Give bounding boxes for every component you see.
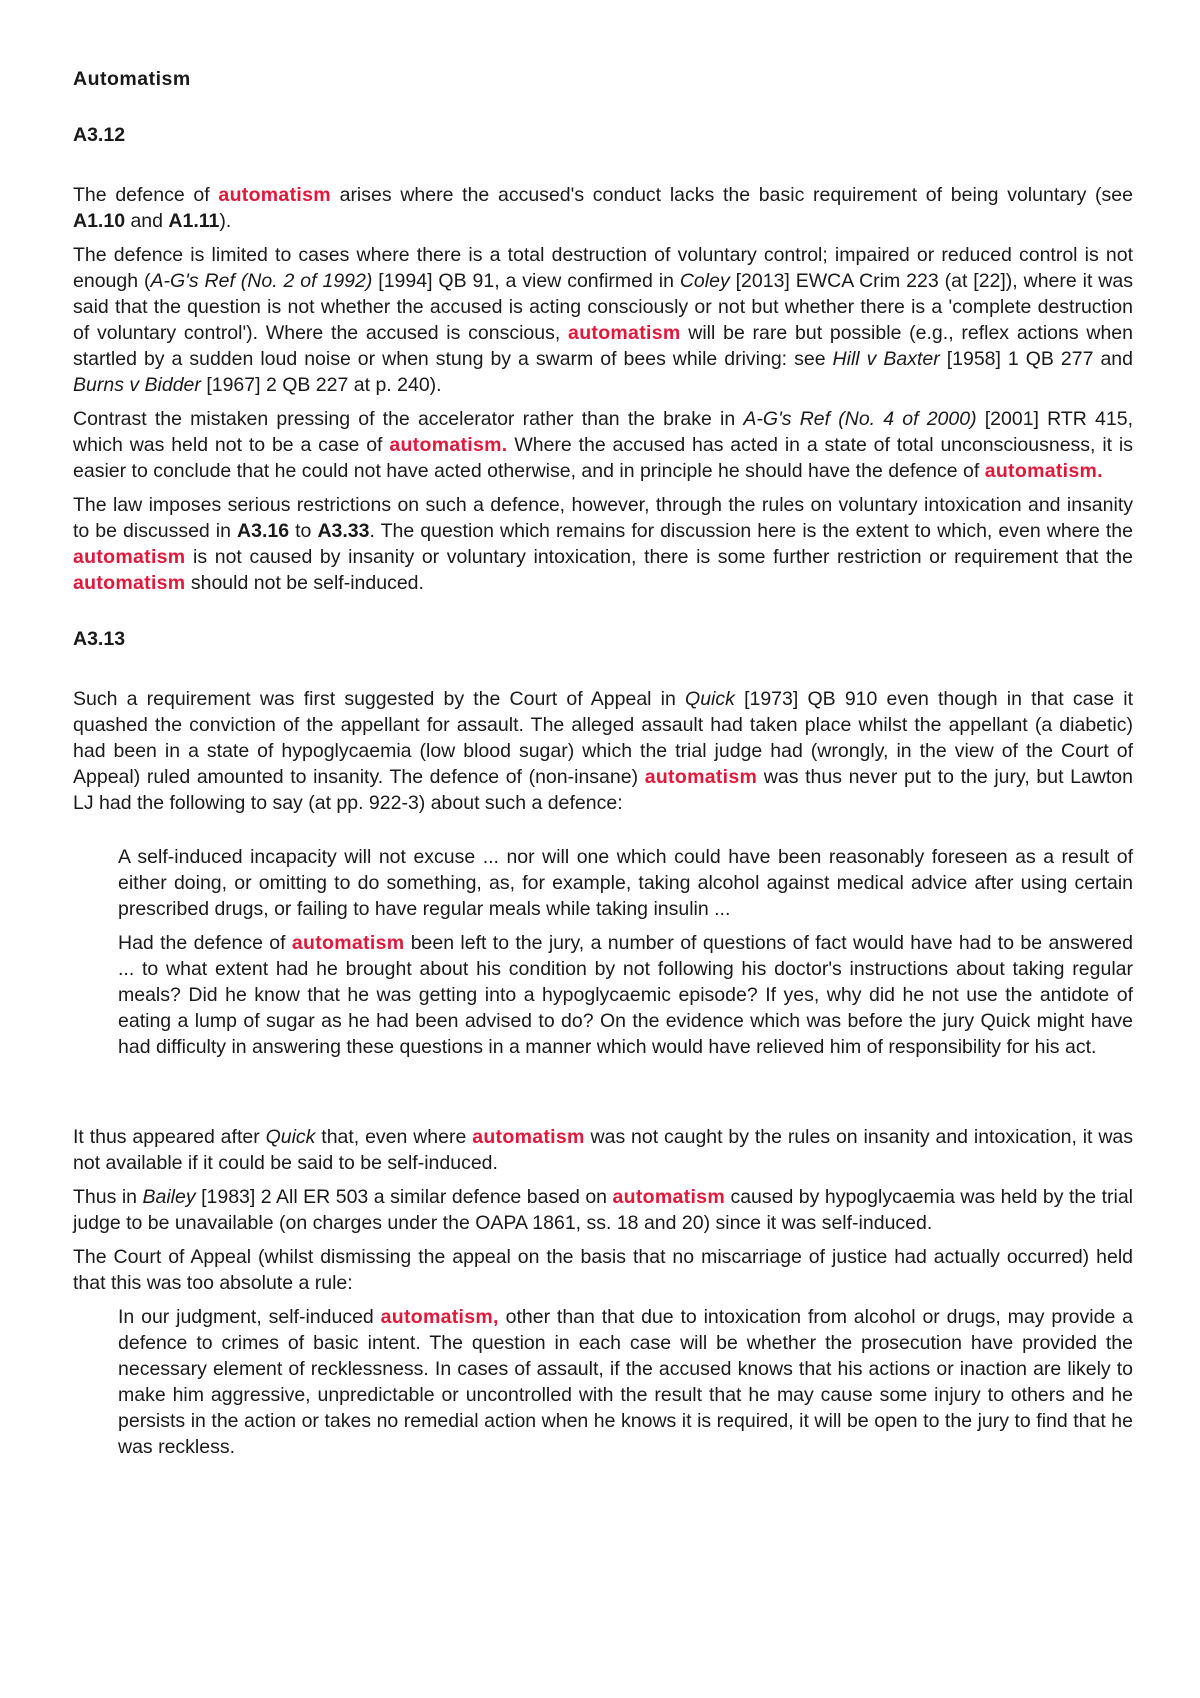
text-run: other than that due to intoxication from alcohol or drugs, may provide a defence to crimes of basic intent. The question in each case will be whether the prosecution have provided the necessary element of recklessness. In cases of assault, if the accused knows that his actions or inaction are likely to make him aggressive, unpredictable or uncontrolled with the result that he may cause some injury to others and he persists in the action or takes no remedial action when he knows it is required, it will be open to the jury to find that he was reckless.: [118, 1306, 1133, 1458]
paragraph: [73, 492, 1133, 596]
text-run: A self-induced incapacity will not excuse ... nor will one which could have been reasonably foreseen as a result of either doing, or omitting to do something, as, for example, taking alcohol against medical advice after using certain prescribed drugs, or failing to have regular meals while taking insulin ...: [118, 846, 1133, 920]
case-citation: Coley: [679, 270, 730, 292]
quote-paragraph: [118, 1304, 1133, 1460]
text-run: was not caught by the rules on insanity and intoxication, it was not available if it could be said to be self-induced.: [73, 1126, 1134, 1174]
text-run: It thus appeared after: [73, 1126, 266, 1148]
text-run: The defence of: [73, 184, 219, 206]
section-a3-12-body: [73, 182, 1133, 596]
paragraph: [73, 686, 1133, 816]
text-run: been left to the jury, a number of questions of fact would have had to be answered ... to what extent had he brought about his condition by not following his doctor's instructions about taking regular meals? Did he know that he was getting into a hypoglycaemic episode? If yes, why did he not use the antidote of eating a lump of sugar as he had been advised to do? On the evidence which was before the jury Quick might have had difficulty in answering these questions in a manner which would have relieved him of responsibility for his act.: [118, 932, 1133, 1058]
highlighted-term: automatism.: [984, 460, 1103, 482]
paragraph: [73, 1244, 1133, 1296]
quote-paragraph: [118, 930, 1133, 1060]
paragraph: [73, 242, 1133, 398]
text-run: . The question which remains for discussion here is the extent to which, even where the: [369, 520, 1133, 542]
text-run: Such a requirement was first suggested by the Court of Appeal in: [73, 688, 686, 710]
cross-reference: A3.16: [237, 520, 290, 542]
text-run: [1994] QB 91, a view confirmed in: [372, 270, 680, 292]
text-run: arises where the accused's conduct lacks the basic requirement of being voluntary (see: [330, 184, 1133, 206]
case-citation: Quick: [265, 1126, 316, 1148]
text-run: will be rare but possible (e.g., reflex actions when startled by a sudden loud noise or when stung by a swarm of bees while driving: see: [73, 322, 1133, 370]
text-run: [1958] 1 QB 277 and: [939, 348, 1133, 370]
text-run: [1973] QB 910 even though in that case it quashed the conviction of the appellant for assault. The alleged assault had taken place whilst the appellant (a diabetic) had been in a state of hypoglycaemia (low blood sugar) which the trial judge had (wrongly, in the view of the Court of Appeal) ruled amounted to insanity. The defence of (non-insane): [73, 688, 1133, 788]
text-run: to: [289, 520, 318, 542]
case-citation: Burns v Bidder: [73, 374, 201, 396]
section-heading-a3-12: A3.12: [73, 124, 126, 146]
text-run: should not be self-induced.: [185, 572, 424, 594]
text-run: that, even where: [315, 1126, 473, 1148]
cross-reference: A1.11: [168, 210, 220, 232]
text-run: was thus never put to the jury, but Lawton LJ had the following to say (at pp. 922-3) about such a defence:: [73, 766, 1133, 814]
block-quote-bailey: [73, 1304, 1133, 1460]
document-page: [73, 66, 1133, 1468]
cross-reference: A3.33: [317, 520, 370, 542]
highlighted-term: automatism: [73, 572, 186, 594]
text-run: The Court of Appeal (whilst dismissing the appeal on the basis that no miscarriage of justice had actually occurred) held that this was too absolute a rule:: [73, 1246, 1133, 1294]
highlighted-term: automatism: [218, 184, 331, 206]
section-a3-13-body: [73, 686, 1133, 1460]
text-run: caused by hypoglycaemia was held by the trial judge to be unavailable (on charges under the OAPA 1861, ss. 18 and 20) since it was self-induced.: [73, 1186, 1133, 1234]
text-run: Had the defence of: [118, 932, 292, 954]
text-run: Where the accused has acted in a state of total unconsciousness, it is easier to conclude that he could not have acted otherwise, and in principle he should have the defence of: [73, 434, 1133, 482]
case-citation: A-G's Ref (No. 4 of 2000): [743, 408, 977, 430]
case-citation: Bailey: [142, 1186, 196, 1208]
text-run: [1967] 2 QB 227 at p. 240).: [200, 374, 442, 396]
block-quote-lawton: [73, 844, 1133, 1060]
text-run: The law imposes serious restrictions on such a defence, however, through the rules on voluntary intoxication and insanity to be discussed in: [73, 494, 1133, 542]
case-citation: Hill v Baxter: [832, 348, 940, 370]
paragraph: [73, 182, 1133, 234]
highlighted-term: automatism: [644, 766, 758, 788]
text-run: [2013] EWCA Crim 223 (at [22]), where it was said that the question is not whether the accused is acting consciously or not but whether there is a 'complete destruction of voluntary control'). Where the accused is conscious,: [73, 270, 1133, 344]
paragraph: [73, 406, 1133, 484]
highlighted-term: automatism: [73, 546, 186, 568]
text-run: Thus in: [73, 1186, 143, 1208]
highlighted-term: automatism,: [380, 1306, 499, 1328]
quote-paragraph: [118, 844, 1133, 922]
section-heading-a3-13: A3.13: [73, 628, 126, 650]
text-run: and: [125, 210, 169, 232]
highlighted-term: automatism.: [389, 434, 508, 456]
text-run: The defence is limited to cases where there is a total destruction of voluntary control; impaired or reduced control is not enough (: [73, 244, 1133, 292]
document-title: Automatism: [73, 68, 191, 90]
case-citation: A-G's Ref (No. 2 of 1992): [150, 270, 373, 292]
text-run: [2001] RTR 415, which was held not to be a case of: [73, 408, 1133, 456]
highlighted-term: automatism: [568, 322, 681, 344]
text-run: [1983] 2 All ER 503 a similar defence based on: [195, 1186, 613, 1208]
highlighted-term: automatism: [612, 1186, 725, 1208]
text-run: In our judgment, self-induced: [118, 1306, 381, 1328]
paragraph: [73, 1184, 1133, 1236]
text-run: Contrast the mistaken pressing of the accelerator rather than the brake in: [73, 408, 744, 430]
cross-reference: A1.10: [73, 210, 126, 232]
paragraph: [73, 1124, 1133, 1176]
text-run: is not caused by insanity or voluntary intoxication, there is some further restriction or requirement that the: [185, 546, 1133, 568]
text-run: ).: [219, 210, 232, 232]
case-citation: Quick: [685, 688, 735, 710]
highlighted-term: automatism: [291, 932, 405, 954]
highlighted-term: automatism: [472, 1126, 585, 1148]
